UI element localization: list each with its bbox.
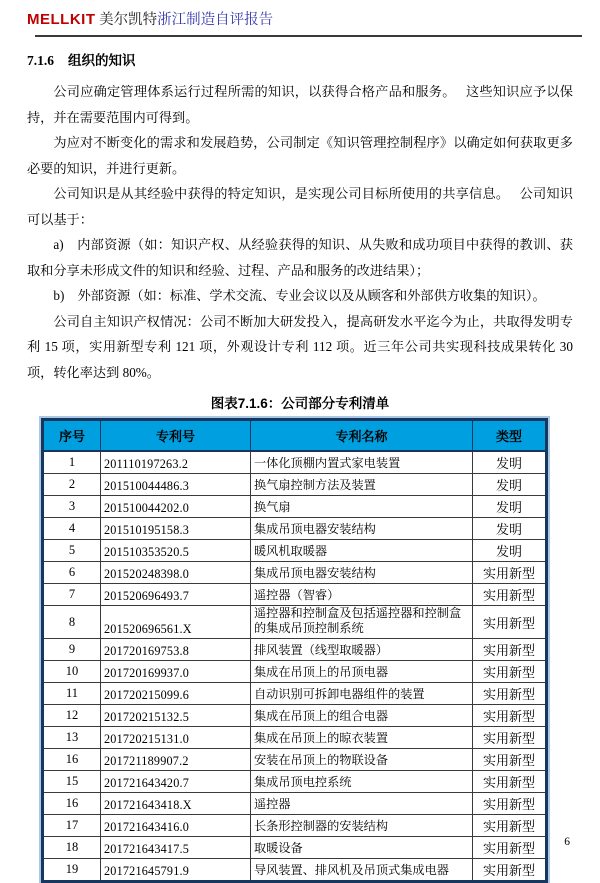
table-row [43, 815, 547, 837]
cell-patent-no: 201721643417.5 [101, 837, 251, 859]
cell-patent-type: 实用新型 [473, 837, 547, 859]
table-row [43, 562, 547, 584]
section-heading [27, 49, 573, 69]
cell-patent-name: 集成在吊顶上的组合电器 [251, 705, 473, 727]
patent-table-body [43, 451, 547, 882]
paragraph-knowledge-requirement: 公司应确定管理体系运行过程所需的知识，以获得合格产品和服务。 这些知识应予以保持，并在需要范围内可得到。 [27, 84, 573, 125]
cell-patent-type: 发明 [473, 540, 547, 562]
table-row [43, 606, 547, 639]
cell-patent-no: 201520696493.7 [101, 584, 251, 606]
report-title: 浙江制造自评报告 [157, 12, 274, 28]
company-logo-text: MELLKIT [27, 11, 96, 28]
cell-patent-type: 发明 [473, 474, 547, 496]
cell-patent-name: 导风装置、排风机及吊顶式集成电器 [251, 859, 473, 882]
cell-seq: 13 [43, 727, 101, 749]
cell-patent-type: 实用新型 [473, 749, 547, 771]
cell-seq: 16 [43, 749, 101, 771]
cell-patent-type: 实用新型 [473, 639, 547, 661]
table-row [43, 451, 547, 474]
cell-seq: 17 [43, 815, 101, 837]
cell-patent-name: 集成吊顶电控系统 [251, 771, 473, 793]
paragraph-internal-resources: a) 内部资源（如：知识产权、从经验获得的知识、从失败和成功项目中获得的教训、获取和分享未形成文件的知识和经验、过程、产品和服务的改进结果）； [27, 237, 573, 278]
cell-patent-name: 集成吊顶电器安装结构 [251, 518, 473, 540]
cell-seq: 6 [43, 562, 101, 584]
cell-patent-no: 201720215099.6 [101, 683, 251, 705]
cell-patent-type: 实用新型 [473, 793, 547, 815]
table-row [43, 683, 547, 705]
column-header-type: 类型 [473, 420, 547, 452]
cell-seq: 5 [43, 540, 101, 562]
cell-patent-no: 201721189907.2 [101, 749, 251, 771]
table-row [43, 474, 547, 496]
cell-patent-type: 实用新型 [473, 661, 547, 683]
cell-patent-no: 201720169753.8 [101, 639, 251, 661]
cell-patent-no: 201720215131.0 [101, 727, 251, 749]
cell-seq: 4 [43, 518, 101, 540]
cell-seq: 11 [43, 683, 101, 705]
cell-patent-name: 遥控器（智睿） [251, 584, 473, 606]
table-row [43, 771, 547, 793]
page-header [0, 0, 600, 37]
cell-patent-type: 实用新型 [473, 859, 547, 882]
cell-patent-no: 201520696561.X [101, 606, 251, 639]
paragraph-ip-status: 公司自主知识产权情况：公司不断加大研发投入，提高研发水平迄今为止，共取得发明专利 15 项，实用新型专利 121 项，外观设计专利 112 项。近三年公司共实现科技成果转化 30 项，转化率达到 80%。 [27, 313, 573, 380]
patent-table-header-row [43, 420, 547, 452]
cell-patent-name: 换气扇 [251, 496, 473, 518]
column-header-seq: 序号 [43, 420, 101, 452]
section-title: 组织的知识 [68, 53, 136, 68]
cell-patent-name: 暖风机取暖器 [251, 540, 473, 562]
cell-seq: 9 [43, 639, 101, 661]
cell-patent-type: 发明 [473, 496, 547, 518]
cell-patent-name: 一体化顶棚内置式家电装置 [251, 451, 473, 474]
cell-seq: 7 [43, 584, 101, 606]
section-number: 7.1.6 [27, 53, 54, 68]
cell-patent-name: 集成在吊顶上的晾衣装置 [251, 727, 473, 749]
cell-seq: 2 [43, 474, 101, 496]
cell-patent-type: 实用新型 [473, 683, 547, 705]
cell-patent-name: 集成在吊顶上的吊顶电器 [251, 661, 473, 683]
table-row [43, 793, 547, 815]
table-row [43, 749, 547, 771]
cell-patent-type: 实用新型 [473, 606, 547, 639]
table-row [43, 518, 547, 540]
table-row [43, 727, 547, 749]
table-row [43, 584, 547, 606]
cell-patent-no: 201520248398.0 [101, 562, 251, 584]
table-row [43, 639, 547, 661]
document-body [0, 37, 600, 883]
cell-patent-name: 遥控器和控制盒及包括遥控器和控制盒的集成吊顶控制系统 [251, 606, 473, 639]
cell-patent-type: 发明 [473, 518, 547, 540]
cell-seq: 10 [43, 661, 101, 683]
cell-seq: 15 [43, 771, 101, 793]
cell-seq: 1 [43, 451, 101, 474]
paragraph-knowledge-procedure: 为应对不断变化的需求和发展趋势，公司制定《知识管理控制程序》以确定如何获取更多必要的知识，并进行更新。 [27, 135, 573, 176]
cell-patent-no: 201720215132.5 [101, 705, 251, 727]
cell-seq: 19 [43, 859, 101, 882]
cell-patent-type: 实用新型 [473, 562, 547, 584]
table-row [43, 837, 547, 859]
cell-patent-type: 发明 [473, 451, 547, 474]
cell-patent-name: 排风装置（线型取暖器） [251, 639, 473, 661]
cell-patent-name: 集成吊顶电器安装结构 [251, 562, 473, 584]
cell-seq: 18 [43, 837, 101, 859]
column-header-patent-no: 专利号 [101, 420, 251, 452]
table-row [43, 496, 547, 518]
table-row [43, 705, 547, 727]
cell-patent-no: 201510353520.5 [101, 540, 251, 562]
table-row [43, 661, 547, 683]
cell-patent-name: 换气扇控制方法及装置 [251, 474, 473, 496]
cell-patent-no: 201510195158.3 [101, 518, 251, 540]
cell-patent-no: 201721643416.0 [101, 815, 251, 837]
cell-seq: 12 [43, 705, 101, 727]
table-row [43, 859, 547, 882]
column-header-patent-name: 专利名称 [251, 420, 473, 452]
cell-patent-no: 201110197263.2 [101, 451, 251, 474]
cell-patent-type: 实用新型 [473, 771, 547, 793]
table-caption: 图表7.1.6：公司部分专利清单 [210, 396, 390, 411]
cell-seq: 3 [43, 496, 101, 518]
table-row [43, 540, 547, 562]
paragraph-external-resources: b) 外部资源（如：标准、学术交流、专业会议以及从顾客和外部供方收集的知识）。 [53, 288, 546, 303]
cell-patent-name: 安装在吊顶上的物联设备 [251, 749, 473, 771]
cell-patent-name: 遥控器 [251, 793, 473, 815]
cell-patent-name: 取暖设备 [251, 837, 473, 859]
company-name-cn: 美尔凯特 [95, 12, 158, 28]
cell-patent-name: 长条形控制器的安装结构 [251, 815, 473, 837]
cell-patent-no: 201510044486.3 [101, 474, 251, 496]
cell-seq: 16 [43, 793, 101, 815]
cell-patent-type: 实用新型 [473, 727, 547, 749]
cell-patent-type: 实用新型 [473, 815, 547, 837]
cell-patent-no: 201721643420.7 [101, 771, 251, 793]
cell-patent-no: 201721645791.9 [101, 859, 251, 882]
cell-patent-no: 201721643418.X [101, 793, 251, 815]
patent-table [41, 418, 548, 883]
page-number: 6 [564, 836, 570, 848]
paragraph-knowledge-definition: 公司知识是从其经验中获得的特定知识，是实现公司目标所使用的共享信息。 公司知识可以基于： [27, 186, 573, 227]
cell-patent-no: 201720169937.0 [101, 661, 251, 683]
cell-patent-type: 实用新型 [473, 584, 547, 606]
cell-patent-name: 自动识别可拆卸电器组件的装置 [251, 683, 473, 705]
cell-seq: 8 [43, 606, 101, 639]
cell-patent-no: 201510044202.0 [101, 496, 251, 518]
header-title-line [27, 8, 590, 29]
cell-patent-type: 实用新型 [473, 705, 547, 727]
